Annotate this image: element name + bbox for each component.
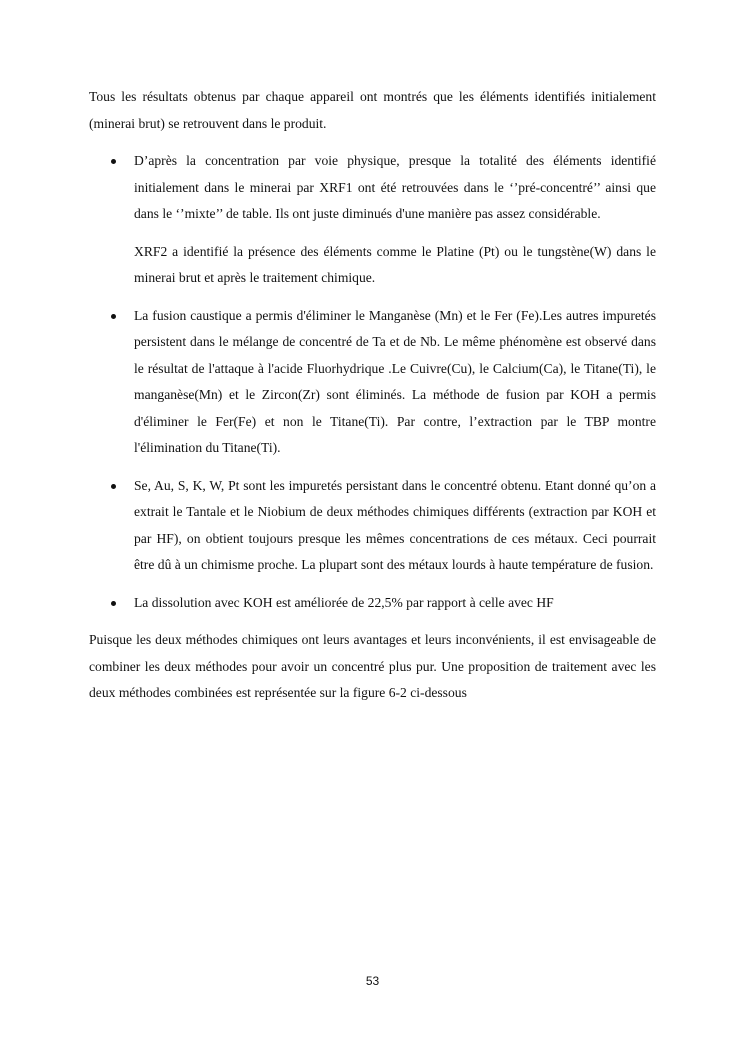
closing-paragraph: Puisque les deux méthodes chimiques ont leurs avantages et leurs inconvénients, il est envisageable de combiner les deux méthodes pour avoir un concentré plus pur. Une proposition de traitement avec les deux méthodes combinées est représentée sur la figure 6-2 ci-dessous bbox=[89, 632, 656, 700]
bullet-item-impurities bbox=[89, 473, 656, 579]
bullet-icon bbox=[111, 484, 116, 489]
bullet-subparagraph: XRF2 a identifié la présence des éléments comme le Platine (Pt) ou le tungstène(W) dans le minerai brut et après le traitement chimique. bbox=[134, 243, 656, 285]
intro-paragraph: Tous les résultats obtenus par chaque appareil ont montrés que les éléments identifiés initialement (minerai brut) se retrouvent dans le produit. bbox=[89, 89, 656, 131]
bullet-text: Se, Au, S, K, W, Pt sont les impuretés persistant dans le concentré obtenu. Etant donné qu’on a extrait le Tantale et le Niobium de deux méthodes chimiques différents (extraction par KOH et par HF), on obtient toujours presque les mêmes concentrations de ces métaux. Ceci pourrait être dû à un chimisme proche. La plupart sont des métaux lourds à haute température de fusion. bbox=[134, 477, 656, 572]
bullet-text: La fusion caustique a permis d'éliminer le Manganèse (Mn) et le Fer (Fe).Les autres impuretés persistent dans le mélange de concentré de Ta et de Nb. Le même phénomène est observé dans le résultat de l'attaque à l'acide Fluorhydrique .Le Cuivre(Cu), le Calcium(Ca), le Titane(Ti), le manganèse(Mn) et le Zircon(Zr) sont éliminés. La méthode de fusion par KOH a permis d'éliminer le Fer(Fe) et non le Titane(Ti). Par contre, l’extraction par le TBP montre l'élimination du Titane(Ti). bbox=[134, 307, 656, 455]
bullet-text: D’après la concentration par voie physique, presque la totalité des éléments identifié initialement dans le minerai par XRF1 ont été retrouvées dans le ‘’pré-concentré’’ ainsi que dans le ‘’mixte’’ de table. Ils ont juste diminués d'une manière pas assez considérable. bbox=[134, 153, 656, 221]
page-body bbox=[89, 84, 656, 707]
page-number: 53 bbox=[365, 974, 380, 988]
bullet-item-caustic-fusion bbox=[89, 303, 656, 462]
bullet-icon bbox=[111, 159, 116, 164]
bullet-icon bbox=[111, 601, 116, 606]
bullet-list bbox=[89, 148, 656, 616]
bullet-icon bbox=[111, 314, 116, 319]
bullet-item-koh-dissolution bbox=[89, 590, 656, 617]
bullet-text: La dissolution avec KOH est améliorée de 22,5% par rapport à celle avec HF bbox=[134, 594, 554, 610]
bullet-item-physical-concentration bbox=[89, 148, 656, 292]
